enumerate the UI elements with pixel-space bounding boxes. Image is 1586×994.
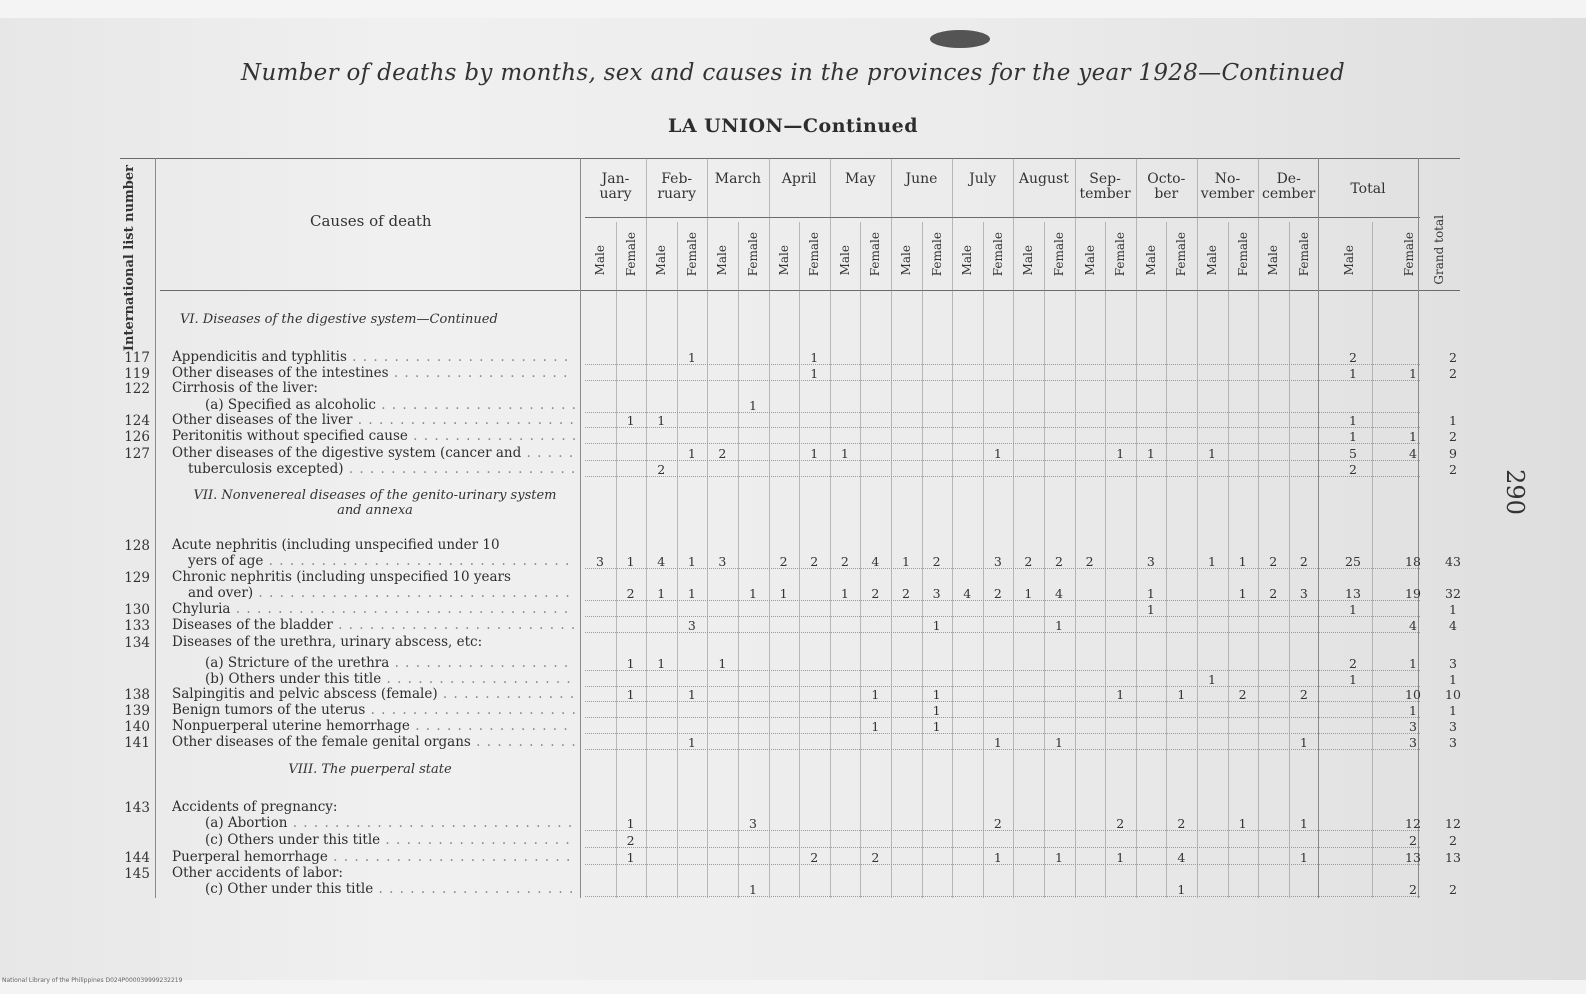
count-cell: 2 <box>1449 350 1457 365</box>
count-cell: 1 <box>1299 816 1308 831</box>
count-cell: 1 <box>1208 672 1216 687</box>
male-column-header: Male <box>776 245 791 276</box>
cause-label: and over) . . . <box>188 586 575 601</box>
female-column-header: Female <box>623 232 638 277</box>
cause-label: Benign tumors of the uterus . . . <box>172 703 575 718</box>
count-cell: 1 <box>1177 882 1186 897</box>
cause-header: Causes of death <box>310 212 432 230</box>
count-cell: 1 <box>657 413 666 428</box>
count-cell: 3 <box>993 554 1002 569</box>
count-cell: 1 <box>1116 687 1125 702</box>
month-sub-rule <box>585 217 1420 218</box>
list-number: 144 <box>124 850 150 866</box>
count-cell: 2 <box>718 446 727 461</box>
count-cell: 1 <box>1238 586 1247 601</box>
month-header: May <box>845 171 876 187</box>
section-heading: VIII. The puerperal state <box>288 762 452 777</box>
row-leader <box>585 669 1420 671</box>
male-column-header: Male <box>1143 245 1158 276</box>
count-cell: 1 <box>871 687 880 702</box>
count-cell: 1 <box>932 618 941 633</box>
count-cell: 1 <box>749 398 757 413</box>
count-cell: 2 <box>1116 816 1125 831</box>
column-divider <box>1136 158 1137 898</box>
female-column-header: Female <box>684 232 699 277</box>
count-cell: 1 <box>1409 703 1417 718</box>
cause-label: Nonpuerperal uterine hemorrhage . . . <box>172 719 575 734</box>
month-header: March <box>714 171 761 187</box>
count-cell: 1 <box>779 586 788 601</box>
column-divider <box>922 222 923 898</box>
list-number-header: International list number <box>122 165 137 352</box>
total-divider-left <box>1318 158 1319 898</box>
column-divider <box>1075 158 1076 898</box>
count-cell: 1 <box>1208 446 1216 461</box>
count-cell: 1 <box>1349 366 1357 381</box>
list-number: 130 <box>124 602 150 618</box>
column-divider <box>769 158 770 898</box>
count-cell: 13 <box>1445 850 1461 865</box>
count-cell: 2 <box>1055 554 1063 569</box>
list-number: 117 <box>124 350 150 366</box>
count-cell: 3 <box>1409 735 1417 750</box>
list-number: 126 <box>124 429 150 445</box>
count-cell: 2 <box>1449 429 1457 444</box>
count-cell: 1 <box>626 816 635 831</box>
column-divider <box>1228 222 1229 898</box>
section-heading: VI. Diseases of the digestive system—Continued <box>180 312 498 327</box>
list-number: 139 <box>124 703 150 719</box>
list-number: 128 <box>124 538 150 554</box>
cause-label: Accidents of pregnancy: <box>172 800 338 815</box>
section-heading: VII. Nonvenereal diseases of the genito-urinary system and annexa <box>193 488 557 518</box>
count-cell: 1 <box>1238 816 1247 831</box>
count-cell: 1 <box>1208 554 1216 569</box>
count-cell: 2 <box>1449 366 1457 381</box>
count-cell: 3 <box>932 586 941 601</box>
count-cell: 4 <box>963 586 972 601</box>
female-column-header: Female <box>1052 232 1066 277</box>
row-leader <box>585 442 1420 444</box>
cause-label: (a) Specified as alcoholic . . . <box>205 398 575 413</box>
row-leader <box>585 732 1420 734</box>
month-header: Jan- uary <box>599 171 632 202</box>
cause-label: Other diseases of the digestive system (cancer and . . . <box>172 446 575 461</box>
list-number: 119 <box>124 366 150 382</box>
count-cell: 2 <box>1177 816 1186 831</box>
count-cell: 1 <box>1055 850 1063 865</box>
page-title: Number of deaths by months, sex and causes in the provinces for the year 1928—Continued <box>241 60 1345 86</box>
row-leader <box>585 475 1420 477</box>
row-leader <box>585 411 1420 413</box>
count-cell: 1 <box>626 554 635 569</box>
count-cell: 10 <box>1405 687 1421 702</box>
grand-total-header: Grand total <box>1432 215 1446 285</box>
month-header: Octo- ber <box>1147 171 1186 202</box>
page-subtitle: LA UNION—Continued <box>667 115 919 137</box>
cause-label: Diseases of the bladder . . . <box>172 618 575 633</box>
count-cell: 2 <box>1085 554 1094 569</box>
cause-label: Diseases of the urethra, urinary abscess, etc: <box>172 635 483 650</box>
count-cell: 13 <box>1345 586 1361 601</box>
male-column-header: Male <box>1021 245 1036 276</box>
count-cell: 2 <box>993 816 1002 831</box>
count-cell: 1 <box>1349 602 1357 617</box>
header-bottom-rule <box>160 290 1460 291</box>
cause-label: Other accidents of labor: <box>172 866 343 881</box>
row-leader <box>585 363 1420 365</box>
row-leader <box>585 716 1420 718</box>
count-cell: 1 <box>810 366 819 381</box>
count-cell: 5 <box>1349 446 1357 461</box>
female-column-header: Female <box>868 232 883 277</box>
list-number: 133 <box>124 618 150 634</box>
column-divider <box>616 222 617 898</box>
column-divider <box>860 222 861 898</box>
count-cell: 1 <box>626 687 635 702</box>
total-header: Total <box>1350 181 1386 197</box>
count-cell: 1 <box>1449 413 1457 428</box>
column-divider <box>1258 158 1259 898</box>
count-cell: 1 <box>687 350 696 365</box>
column-divider <box>983 222 984 898</box>
count-cell: 2 <box>1449 882 1457 897</box>
month-header: June <box>905 171 938 187</box>
cause-label: Appendicitis and typhlitis . . . <box>172 350 575 365</box>
cause-label: Chyluria . . . <box>172 602 575 617</box>
count-cell: 1 <box>1116 850 1125 865</box>
count-cell: 19 <box>1405 586 1421 601</box>
cause-divider <box>580 158 581 898</box>
row-leader <box>585 631 1420 633</box>
count-cell: 3 <box>1409 719 1417 734</box>
count-cell: 1 <box>657 656 666 671</box>
count-cell: 1 <box>1349 672 1357 687</box>
cause-label: Salpingitis and pelvic abscess (female) . . . <box>172 687 575 702</box>
female-column-header: Female <box>1113 232 1128 277</box>
count-cell: 2 <box>1299 687 1308 702</box>
count-cell: 2 <box>1349 656 1357 671</box>
male-column-header: Male <box>1205 245 1219 276</box>
count-cell: 9 <box>1449 446 1457 461</box>
count-cell: 3 <box>1449 735 1457 750</box>
count-cell: 4 <box>1055 586 1063 601</box>
count-cell: 1 <box>932 703 941 718</box>
female-column-header: Female <box>807 232 822 277</box>
list-number: 134 <box>124 635 150 651</box>
count-cell: 1 <box>810 350 819 365</box>
cause-label: Peritonitis without specified cause . . . <box>172 429 575 444</box>
count-cell: 4 <box>1409 446 1417 461</box>
month-header: July <box>969 171 997 187</box>
count-cell: 1 <box>932 719 941 734</box>
month-header: De- cember <box>1262 171 1316 202</box>
count-cell: 1 <box>1238 554 1247 569</box>
cause-label: yers of age . . . <box>188 554 575 569</box>
row-leader <box>585 615 1420 617</box>
cause-label: (b) Others under this title . . . <box>205 672 575 687</box>
count-cell: 1 <box>687 586 696 601</box>
cause-label: Other diseases of the liver . . . <box>172 413 575 428</box>
count-cell: 1 <box>993 735 1002 750</box>
column-divider <box>677 222 678 898</box>
cause-label: Puerperal hemorrhage . . . <box>172 850 575 865</box>
count-cell: 2 <box>1269 586 1278 601</box>
count-cell: 4 <box>1177 850 1186 865</box>
female-column-header: Female <box>1235 232 1250 277</box>
count-cell: 1 <box>1055 735 1063 750</box>
column-divider <box>799 222 800 898</box>
count-cell: 1 <box>687 687 696 702</box>
count-cell: 3 <box>1146 554 1155 569</box>
column-divider <box>738 222 739 898</box>
row-leader <box>585 895 1420 897</box>
count-cell: 1 <box>1146 602 1155 617</box>
female-column-header: Female <box>1174 232 1189 277</box>
count-cell: 25 <box>1345 554 1361 569</box>
cause-label: tuberculosis excepted) . . . <box>188 462 575 477</box>
list-number: 143 <box>124 800 150 816</box>
count-cell: 12 <box>1405 816 1421 831</box>
count-cell: 1 <box>993 850 1002 865</box>
count-cell: 32 <box>1445 586 1461 601</box>
count-cell: 2 <box>1409 833 1417 848</box>
male-column-header: Male <box>593 245 607 276</box>
cause-label: (a) Stricture of the urethra . . . <box>205 656 575 671</box>
count-cell: 1 <box>1409 429 1417 444</box>
column-divider <box>1289 222 1290 898</box>
count-cell: 3 <box>1449 656 1457 671</box>
count-cell: 1 <box>1024 586 1033 601</box>
column-divider <box>1105 222 1106 898</box>
male-column-header: Male <box>1342 245 1356 276</box>
male-column-header: Male <box>1082 245 1097 276</box>
count-cell: 1 <box>1146 586 1155 601</box>
count-cell: 2 <box>1409 882 1417 897</box>
count-cell: 1 <box>657 586 666 601</box>
count-cell: 1 <box>993 446 1002 461</box>
count-cell: 1 <box>749 586 757 601</box>
count-cell: 1 <box>1146 446 1155 461</box>
count-cell: 3 <box>596 554 604 569</box>
cause-label: Acute nephritis (including unspecified under 10 <box>172 538 500 553</box>
male-column-header: Male <box>960 245 975 276</box>
male-column-header: Male <box>654 245 669 276</box>
count-cell: 4 <box>871 554 880 569</box>
count-cell: 2 <box>1299 554 1308 569</box>
list-number: 122 <box>124 381 150 397</box>
count-cell: 2 <box>871 586 880 601</box>
male-column-header: Male <box>899 245 913 276</box>
column-divider <box>830 158 831 898</box>
count-cell: 2 <box>1269 554 1278 569</box>
column-divider <box>1044 222 1045 898</box>
count-cell: 13 <box>1405 850 1421 865</box>
column-divider <box>952 158 953 898</box>
count-cell: 4 <box>1409 618 1417 633</box>
count-cell: 1 <box>1449 672 1457 687</box>
cause-label: Other diseases of the intestines . . . <box>172 366 575 381</box>
count-cell: 2 <box>626 833 635 848</box>
month-header: August <box>1018 171 1069 187</box>
count-cell: 2 <box>1024 554 1033 569</box>
count-cell: 4 <box>1449 618 1457 633</box>
count-cell: 1 <box>1177 687 1186 702</box>
female-column-header: Female <box>929 232 944 277</box>
month-header: Sep- tember <box>1079 171 1131 202</box>
cause-label: (c) Others under this title . . . <box>205 833 575 848</box>
count-cell: 2 <box>993 586 1002 601</box>
count-cell: 1 <box>840 446 849 461</box>
count-cell: 4 <box>657 554 666 569</box>
count-cell: 2 <box>840 554 849 569</box>
count-cell: 1 <box>1116 446 1125 461</box>
row-leader <box>585 426 1420 428</box>
count-cell: 2 <box>1449 462 1457 477</box>
count-cell: 2 <box>871 850 880 865</box>
count-cell: 1 <box>1299 735 1308 750</box>
count-cell: 3 <box>687 618 696 633</box>
count-cell: 2 <box>1349 462 1357 477</box>
count-cell: 1 <box>810 446 819 461</box>
footer-note: National Library of the Philippines D024P000039999232219 <box>2 977 183 984</box>
count-cell: 1 <box>687 554 696 569</box>
count-cell: 10 <box>1445 687 1461 702</box>
count-cell: 1 <box>1409 656 1417 671</box>
count-cell: 1 <box>626 850 635 865</box>
page-number: 290 <box>1500 469 1529 515</box>
column-divider <box>707 158 708 898</box>
count-cell: 1 <box>1349 413 1357 428</box>
count-cell: 3 <box>1449 719 1457 734</box>
count-cell: 1 <box>840 586 849 601</box>
count-cell: 2 <box>657 462 666 477</box>
count-cell: 2 <box>779 554 788 569</box>
male-column-header: Male <box>837 245 852 276</box>
ink-blot <box>930 30 990 48</box>
count-cell: 1 <box>1409 366 1417 381</box>
count-cell: 1 <box>626 413 635 428</box>
male-column-header: Male <box>1266 245 1281 276</box>
female-column-header: Female <box>1296 232 1311 277</box>
count-cell: 1 <box>687 446 696 461</box>
count-cell: 2 <box>1238 687 1247 702</box>
list-number: 124 <box>124 413 150 429</box>
count-cell: 2 <box>626 586 635 601</box>
list-number: 129 <box>124 570 150 586</box>
count-cell: 1 <box>1299 850 1308 865</box>
month-header: Feb- ruary <box>657 171 697 202</box>
count-cell: 3 <box>749 816 757 831</box>
female-column-header: Female <box>746 232 760 277</box>
female-column-header: Female <box>990 232 1005 277</box>
count-cell: 1 <box>626 656 635 671</box>
list-number: 145 <box>124 866 150 882</box>
female-column-header: Female <box>1402 232 1416 277</box>
list-number: 127 <box>124 446 150 462</box>
grand-total-divider <box>1418 158 1419 898</box>
row-leader <box>585 846 1420 848</box>
month-header: April <box>781 171 817 187</box>
cause-label: Other diseases of the female genital organs . . . <box>172 735 575 750</box>
count-cell: 1 <box>1349 429 1357 444</box>
column-divider <box>891 158 892 898</box>
count-cell: 3 <box>718 554 727 569</box>
list-number-divider <box>155 158 156 898</box>
cause-label: Cirrhosis of the liver: <box>172 381 318 396</box>
count-cell: 12 <box>1445 816 1461 831</box>
count-cell: 1 <box>902 554 910 569</box>
count-cell: 2 <box>1449 833 1457 848</box>
count-cell: 1 <box>1055 618 1063 633</box>
count-cell: 2 <box>810 850 819 865</box>
column-divider <box>1166 222 1167 898</box>
column-divider <box>646 158 647 898</box>
list-number: 138 <box>124 687 150 703</box>
count-cell: 2 <box>1349 350 1357 365</box>
cause-label: Chronic nephritis (including unspecified 10 years <box>172 570 511 585</box>
month-header: No- vember <box>1200 171 1255 202</box>
total-divider-mid <box>1372 222 1373 898</box>
count-cell: 2 <box>902 586 910 601</box>
count-cell: 1 <box>749 882 757 897</box>
column-divider <box>1013 158 1014 898</box>
column-divider <box>1197 158 1198 898</box>
count-cell: 1 <box>932 687 941 702</box>
count-cell: 43 <box>1445 554 1461 569</box>
count-cell: 3 <box>1299 586 1308 601</box>
count-cell: 1 <box>871 719 880 734</box>
cause-label: (c) Other under this title . . . <box>205 882 575 897</box>
cause-label: (a) Abortion . . . <box>205 816 575 831</box>
count-cell: 2 <box>932 554 941 569</box>
count-cell: 2 <box>810 554 819 569</box>
male-column-header: Male <box>715 245 730 276</box>
list-number: 141 <box>124 735 150 751</box>
count-cell: 1 <box>1449 602 1457 617</box>
count-cell: 1 <box>687 735 696 750</box>
count-cell: 1 <box>1449 703 1457 718</box>
count-cell: 1 <box>718 656 727 671</box>
list-number: 140 <box>124 719 150 735</box>
row-leader <box>585 379 1420 381</box>
count-cell: 18 <box>1405 554 1421 569</box>
